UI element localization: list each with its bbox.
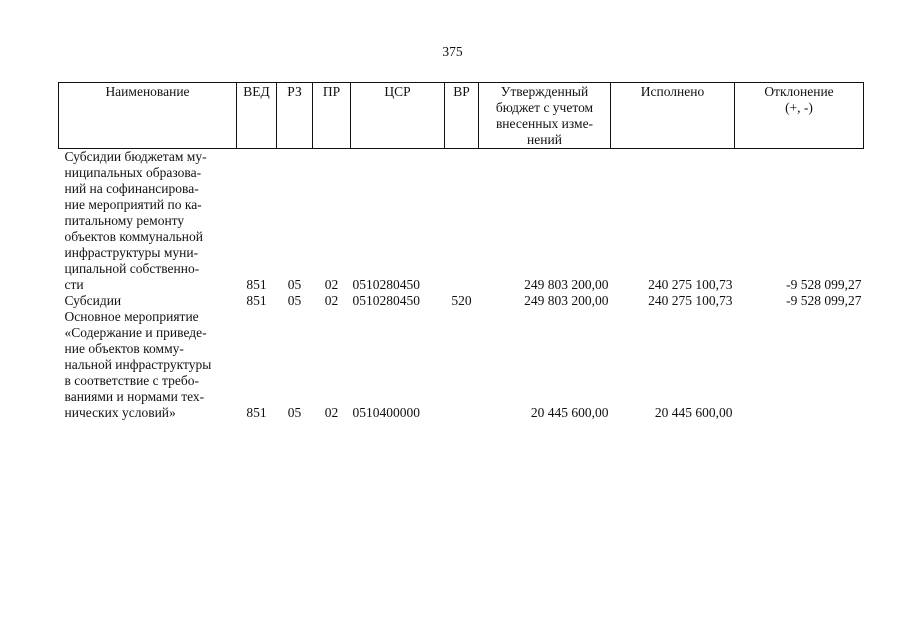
row-name-line: Основное мероприятие — [64, 309, 199, 324]
row-vr: 520 — [451, 293, 472, 308]
row-name — [59, 149, 237, 294]
row-csr: 0510280450 — [352, 293, 420, 308]
page-number: 375 — [442, 44, 463, 59]
row-name-line: нических условий» — [64, 405, 176, 420]
row-name-line: объектов коммунальной — [64, 229, 203, 244]
row-rz: 05 — [287, 277, 302, 292]
row-name-line: нальной инфраструктуры — [64, 357, 212, 372]
row-pr: 02 — [324, 293, 339, 308]
budget-execution-table — [58, 82, 864, 421]
row-ved: 851 — [246, 293, 267, 308]
row-rz: 05 — [287, 293, 302, 308]
row-csr: 0510400000 — [352, 405, 420, 420]
table-row — [59, 309, 864, 421]
row-executed: 240 275 100,73 — [648, 293, 733, 308]
row-deviation: -9 528 099,27 — [786, 293, 862, 308]
header-approved-line: бюджет с учетом — [495, 100, 594, 115]
row-approved: 249 803 200,00 — [524, 277, 609, 292]
row-vr — [445, 309, 479, 421]
header-rz: РЗ — [277, 83, 313, 149]
row-name-line: ципальной собственно- — [64, 261, 200, 276]
row-pr: 02 — [324, 277, 339, 292]
row-executed: 240 275 100,73 — [648, 277, 733, 292]
row-deviation — [735, 309, 864, 421]
table-header-row — [59, 83, 864, 149]
row-name-line: инфраструктуры муни- — [64, 245, 199, 260]
row-executed: 20 445 600,00 — [654, 405, 733, 420]
table-row — [59, 293, 864, 309]
header-deviation-line: (+, -) — [785, 100, 813, 115]
row-vr — [445, 149, 479, 294]
row-ved: 851 — [246, 277, 267, 292]
row-name-line: Субсидии бюджетам му- — [64, 149, 207, 164]
row-rz: 05 — [287, 405, 302, 420]
row-approved: 20 445 600,00 — [530, 405, 609, 420]
row-name-line: ниципальных образова- — [64, 165, 202, 180]
row-ved: 851 — [246, 405, 267, 420]
row-csr: 0510280450 — [352, 277, 420, 292]
row-name-line: питальному ремонту — [64, 213, 185, 228]
header-pr: ПР — [313, 83, 351, 149]
header-approved-line: нений — [527, 132, 562, 147]
header-approved-line: Утвержденный — [500, 84, 589, 99]
header-executed: Исполнено — [611, 83, 735, 149]
header-approved-line: внесенных изме- — [495, 116, 594, 131]
row-name-line: ваниями и нормами тех- — [64, 389, 205, 404]
header-csr: ЦСР — [351, 83, 445, 149]
table-row — [59, 149, 864, 294]
row-name — [59, 309, 237, 421]
header-approved-budget — [479, 83, 611, 149]
row-name — [59, 293, 237, 309]
row-name-line: в соответствие с требо- — [64, 373, 199, 388]
row-name-line: ние объектов комму- — [64, 341, 184, 356]
row-name-line: ний на софинансирова- — [64, 181, 199, 196]
row-name-line: «Содержание и приведе- — [64, 325, 207, 340]
row-pr: 02 — [324, 405, 339, 420]
header-deviation-line: Отклонение — [764, 84, 834, 99]
row-deviation: -9 528 099,27 — [786, 277, 862, 292]
header-name: Наименование — [59, 83, 237, 149]
header-ved: ВЕД — [237, 83, 277, 149]
header-vr: ВР — [445, 83, 479, 149]
header-deviation — [735, 83, 864, 149]
row-name-line: Субсидии — [64, 293, 122, 308]
row-name-line: сти — [64, 277, 84, 292]
row-name-line: ние мероприятий по ка- — [64, 197, 202, 212]
row-approved: 249 803 200,00 — [524, 293, 609, 308]
